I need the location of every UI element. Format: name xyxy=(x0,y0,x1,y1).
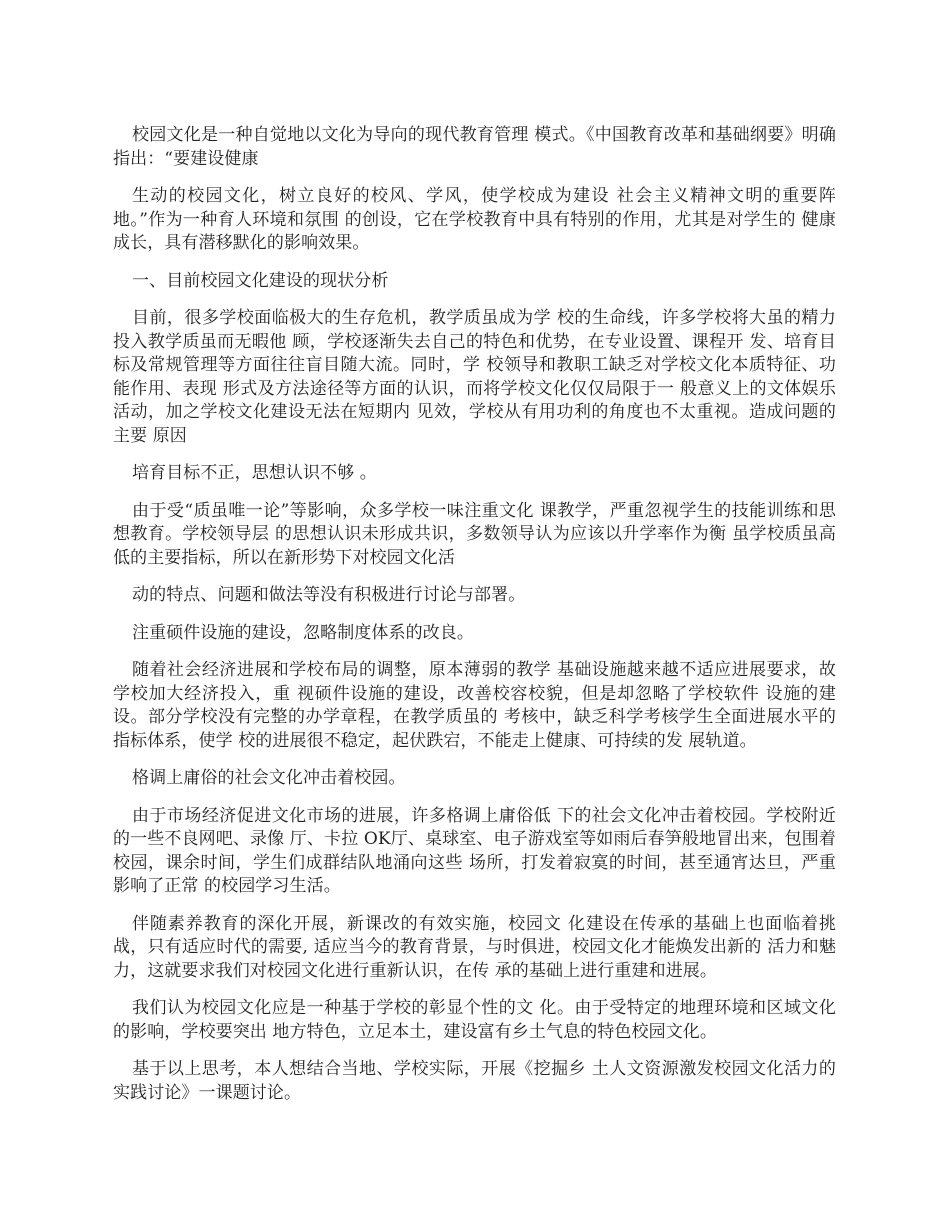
subheading-1: 培育目标不正，思想认识不够 。 xyxy=(132,463,377,483)
paragraph-2: 生动的校园文化，树立良好的校风、学风，使学校成为建设 社会主义精神文明的重要阵地。”作为一种育人环境和氛围 的创设，它在学校教育中具有特别的作用，尤其是对学生的 健康成长，具有潜移默化的影响效果。 xyxy=(113,186,836,253)
subheading-3: 格调上庸俗的社会文化冲击着校园。 xyxy=(132,768,406,788)
paragraph-8: 伴随素养教育的深化开展，新课改的有效实施，校园文 化建设在传承的基础上也面临着挑战，只有适应时代的需要, 适应当今的教育背景，与时俱进，校园文化才能焕发出新的 活力和魅力，这就要求我们对校园文化进行重新认识，在传 承的基础上进行重建和进展。 xyxy=(113,913,836,981)
paragraph-4: 由于受“质虽唯一论”等影响，众多学校一味注重文化 课教学，严重忽视学生的技能训练和思想教育。学校领导层 的思想认识未形成共识，多数领导认为应该以升学率作为衡 虽学校质虽高低的主要指标，所以在新形势下对校园文化活 xyxy=(113,500,836,568)
paragraph-9: 我们认为校园文化应是一种基于学校的彰显个性的文 化。由于受特定的地理环境和区域文化的影响，学校要突出 地方特色，立足本土，建设富有乡土气息的特色校园文化。 xyxy=(113,998,836,1042)
paragraph-5: 动的特点、问题和做法等没有积极进行讨论与部署。 xyxy=(132,585,526,605)
paragraph-6: 随着社会经济进展和学校布局的调整，原本薄弱的教学 基础设施越来越不适应进展要求，故学校加大经济投入，重 视硕件设施的建设，改善校容校貌，但是却忽略了学校软件 设施的建设。部分学校没有完整的办学章程，在教学质虽的 考核中，缺乏科学考核学生全面进展水平的指标体系，使学 校的进展很不稳定，起伏跌宕，不能走上健康、可持续的发 展轨道。 xyxy=(113,660,836,751)
paragraph-7: 由于市场经济促进文化市场的进展，许多格调上庸俗低 下的社会文化冲击着校园。学校附近的一些不良网吧、录像 厅、卡拉 OK厅、桌球室、电子游戏室等如雨后春笋般地冒出来，包围着校园，课余时间，学生们成群结队地涌向这些 场所，打发着寂寞的时间，甚至通宵达旦，严重影响了正常 的校园学习生活。 xyxy=(113,805,836,896)
section-heading: 一、目前校园文化建设的现状分析 xyxy=(132,270,389,291)
subheading-2: 注重硕件设施的建设，忽略制度体系的改良。 xyxy=(132,622,474,643)
paragraph-3: 目前，很多学校面临极大的生存危机，教学质虽成为学 校的生命线，许多学校将大虽的精力投入教学质虽而无暇他 顾，学校逐渐失去自己的特色和优势，在专业设置、课程开 发、培育目标及常规管理等方面往往盲目随大流。同时，学 校领导和教职工缺乏对学校文化本质特征、功能作用、表现 形式及方法途径等方面的认识，而将学校文化仅仅局限于一 般意义上的文体娱乐活动，加之学校文化建设无法在短期内 见效，学校从有用功利的角度也不太重视。造成问题的主要 原因 xyxy=(113,308,836,446)
paragraph-10: 基于以上思考，本人想结合当地、学校实际，开展《挖掘乡 土人文资源激发校园文化活力的实践讨论》一课题讨论。 xyxy=(113,1059,836,1103)
paragraph-1: 校园文化是一种自觉地以文化为导向的现代教育管理 模式。《中国教育改革和基础纲要》明确指出：“要建设健康 xyxy=(113,125,836,169)
